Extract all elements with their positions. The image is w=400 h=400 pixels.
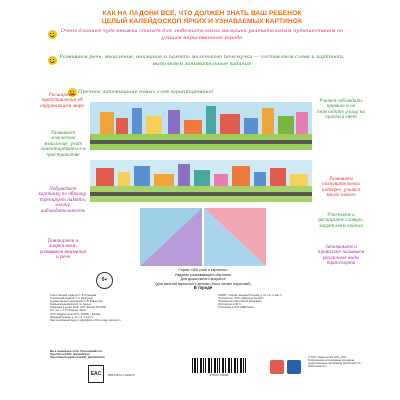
puzzle-triangle-right [204, 208, 266, 266]
puzzle-triangle-left [140, 208, 202, 266]
right-note: Уточняем и расширяем словарь, закрепляем знания [318, 212, 364, 228]
right-note: Учимся соблюдать правила и не переходить улицу на красный свет [317, 98, 365, 120]
city-illustration-bottom [90, 160, 312, 202]
age-rating-badge: 0+ [96, 272, 113, 289]
imprint-right: 129085, г. Москва, Звёздный бульвар, д. 21, стр. 3, ком. 5 Изготовитель: ООО «Издательство АСТ» Произведено в Российской Федерации Изготовлено в 2017 г. Отпечатано в ООО «РДВ Принт» [218, 294, 282, 310]
back-cover [38, 0, 366, 400]
publisher-logo-icon [270, 360, 302, 376]
social-links: Мы в социальных сетях. Присоединяйтесь! https://vk.com/AST_planetadetstva https://www.instagram.com/AST_planetadetstva [50, 350, 105, 360]
book-title: В городе [193, 285, 213, 291]
isbn: ISBN 978-5-17-101844-5 [108, 374, 135, 377]
left-note: Расширяет представление об окружающем мире [40, 92, 84, 108]
left-note: Развивает логическое мышление, учит ориентироваться в пространстве [40, 130, 86, 157]
highlight-2: Развиваем речь, мышление, внимание и память маленького почемучки — составляем слова и картинки, выполняем занимательные задания [59, 54, 345, 67]
series-info: Серия «365 слов и картинок» Издание развивающего обучения Для дошкольного возраста (для занятий взрослых с детьми (текст читает взрослый) В городе [155, 268, 251, 291]
barcode-number: 9 785171 018445 [209, 374, 229, 377]
highlight-1: Очень длинная чудо-книжка станет для любознательных малышей увлекательным путешествием по улицам нарисованного города [60, 28, 344, 41]
eac-mark: EAC [88, 365, 104, 383]
copyright: © ООО «Издательство АСТ», 2017 В оформлении использованы материалы, предоставленные фотобанком Shutterstock, Inc., Shutterstock.com [308, 356, 362, 369]
imprint-left: Ответственный редактор О. В. Кузнецова Технический редактор Т. Л. Кирпичная Художественное оформление Л. В. Вайнштейн Компьютерная вёрстка М. Е. Андрея Подписано в печать 20.02. 2017. Формат 80х100/8 Усл. печ. л. 1,8 Тираж экз. Заказ ООО «Издательство АСТ». 129085, г. Москва, Звёздный бульвар, д. 21, стр. 3, ком. 5 Наш электронный адрес: malysh@ast.ru Home page: www.ast.ru [50, 294, 121, 322]
left-note: Повторяем и закрепляем, развиваем внимание и речь [39, 238, 87, 260]
right-note: Запоминаем и правильно называем различные виды транспорта [317, 244, 365, 266]
left-note: Побуждает картинку по образцу, тренирует память, логику, наблюдательность [38, 186, 88, 213]
cover-title: КАК НА ЛАДОНИ ВСЁ, ЧТО ДОЛЖЕН ЗНАТЬ ВАШ РЕБЁНОК ЦЕЛЫЙ КАЛЕЙДОСКОП ЯРКИХ И УЗНАВАЕМЫХ КАРТИНОК [101, 10, 303, 25]
right-note: Развиваем познавательный интерес, учимся много нового [321, 176, 361, 198]
highlight-3: Прочное запоминание новых слов гарантировано! [78, 89, 214, 95]
city-illustration-top [90, 102, 312, 150]
